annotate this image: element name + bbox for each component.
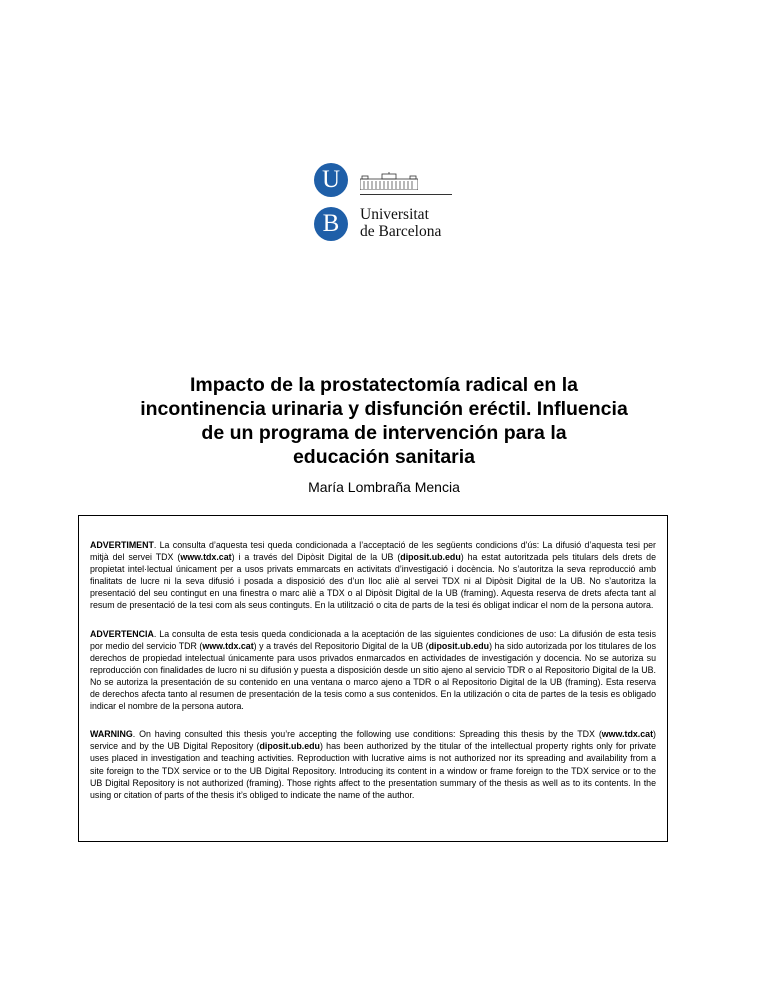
thesis-title: [84, 373, 684, 469]
notice-text: . On having consulted this thesis you’re accepting the following use conditions: Spreading this thesis by the TDX (: [132, 729, 602, 740]
notice-link: diposit.ub.edu: [259, 741, 320, 752]
title-line: Impacto de la prostatectomía radical en la: [190, 374, 578, 396]
notice-link: www.tdx.cat: [202, 640, 254, 651]
logo-letter-u: U: [314, 163, 348, 197]
university-name-line1: Universitat: [360, 206, 429, 223]
notice-text: ) y a través del Repositorio Digital de la UB (: [253, 640, 429, 651]
logo-divider: [360, 194, 452, 195]
notice-link: www.tdx.cat: [180, 552, 232, 563]
usage-notice-box: [78, 515, 668, 842]
building-icon: [360, 172, 418, 190]
notice-text: ) ha sido autorizada por los titulares de los derechos de propiedad intelectual únicamente para usos privados enmarcados en actividades de investigación y docencia. No se autoriza su reproducción con finalidades de lucro ni su difusión y puesta a disposición desde un sitio ajeno al servicio TDR o al Repositorio Digital de la UB. No se autoriza la presentación de su contenido en una ventana o marco ajeno a TDR o al Repositorio Digital de la UB (framing). Esta reserva de derechos afecta tanto al resumen de presentación de la tesis como a sus contenidos. En la utilización o cita de partes de la tesis es obligado indicar el nombre de la persona autora.: [90, 640, 656, 712]
notice-link: www.tdx.cat: [601, 729, 654, 740]
notice-text: . La consulta d’aquesta tesi queda condicionada a l’acceptació de les següents condicions d'ús: La difusió d’aquesta tesi per mitjà del servei TDX (: [90, 540, 656, 563]
notice-label: WARNING: [90, 729, 133, 740]
university-name: [360, 206, 441, 240]
notice-text: ) service and by the UB Digital Repository (: [90, 729, 656, 752]
notice-text: ) ha estat autoritzada pels titulars dels drets de propietat intel·lectual únicament per a usos privats emmarcats en activitats d’investigació i docència. No s’autoritza la seva reproducció amb finalitats de lucre ni la seva difusió i posada a disposició des d’un lloc aliè al servei TDX ni al Dipòsit Digital de la UB. No s’autoritza la presentació del seu contingut en una finestra o marc aliè a TDX o al Dipòsit Digital de la UB (framing). Aquesta reserva de drets afecta tant al resum de presentació de la tesi com als seus continguts. En la utilització o cita de parts de la tesi és obligat indicar el nom de la persona autora.: [90, 552, 656, 611]
university-name-line2: de Barcelona: [360, 223, 442, 240]
title-line: educación sanitaria: [292, 446, 476, 468]
notice-label: ADVERTENCIA: [90, 628, 154, 639]
notice-text: ) i a través del Dipòsit Digital de la UB (: [231, 552, 401, 563]
logo-letter-b: B: [314, 207, 348, 241]
notice-spanish: [90, 628, 656, 713]
notice-catalan: [90, 539, 656, 612]
notice-english: [90, 728, 656, 801]
title-line: de un programa de intervención para la: [201, 422, 567, 444]
notice-link: diposit.ub.edu: [428, 640, 490, 651]
notice-text: ) has been authorized by the titular of the intellectual property rights only for private uses placed in investigation and teaching activities. Reproduction with lucrative aims is not authorized nor its spreading and availability from a site foreign to the TDX service or to the UB Digital Repository. Introducing its content in a window or frame foreign to the TDX service or to the UB Digital Repository is not authorized (framing). Those rights affect to the presentation summary of the thesis as well as to its contents. In the using or citation of parts of the thesis it’s obliged to indicate the name of the author.: [90, 741, 657, 800]
university-logo: [314, 163, 464, 243]
title-line: incontinencia urinaria y disfunción eréctil. Influencia: [140, 398, 628, 420]
notice-label: ADVERTIMENT: [90, 540, 154, 550]
author-name: María Lombraña Mencia: [308, 479, 460, 495]
notice-link: diposit.ub.edu: [400, 552, 461, 563]
notice-text: . La consulta de esta tesis queda condicionada a la aceptación de las siguientes condiciones de uso: La difusión de esta tesis por medio del servicio TDR (: [90, 628, 656, 651]
